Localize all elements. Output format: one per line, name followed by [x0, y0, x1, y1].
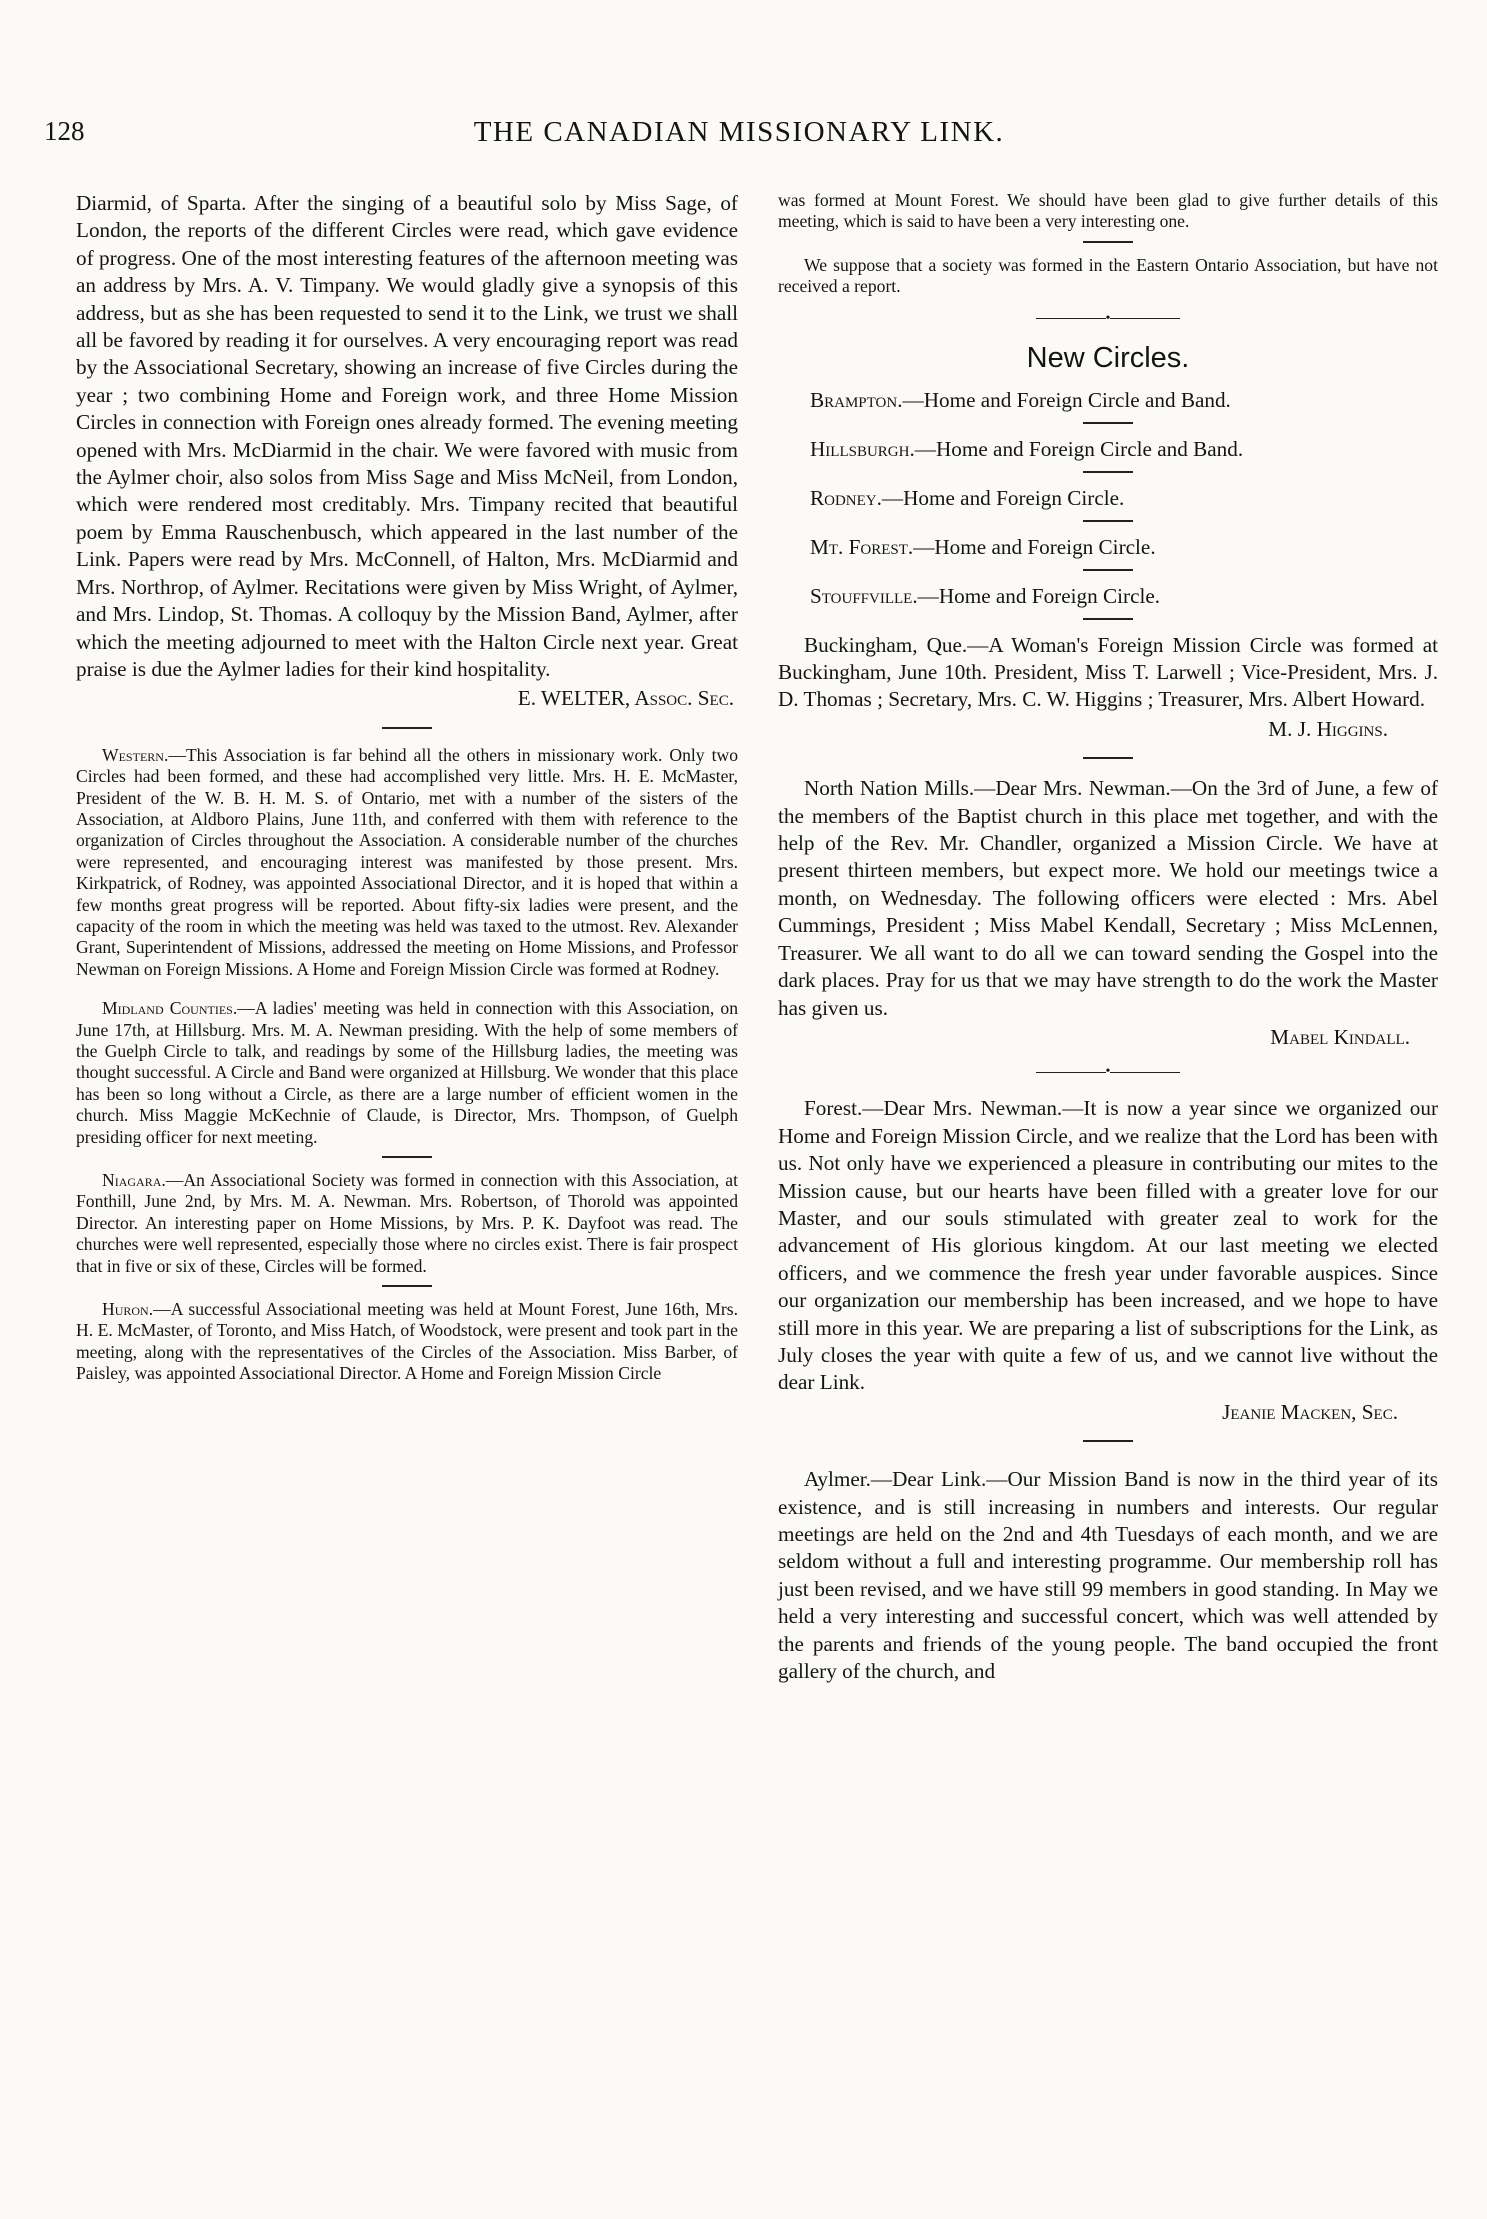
divider: [1083, 471, 1133, 473]
western-text: —This Association is far behind all the others in missionary work. Only two Circles had been formed, and these had accomplished very little. Mrs. H. E. McMaster, President of the W. B. H. M. S. of Ontario, met with a number of the sisters of the Association, at Aldboro Plains, June 11th, and conferred with them with reference to the organization of Circles throughout the Association. A considerable number of the churches were represented, and encouraging interest was manifested by those present. Mrs. Kirkpatrick, of Rodney, was appointed Associational Director, and it is hoped that within a few months great progress will be reported. About fifty-six ladies were present, and the capacity of the room in which the meeting was held was taxed to the utmost. Rev. Alexander Grant, Superintendent of Missions, addressed the meeting on Home Missions, and Professor Newman on Foreign Missions. A Home and Foreign Mission Circle was formed at Rodney.: [76, 744, 738, 979]
divider: [1083, 569, 1133, 571]
circle-item-brampton: [778, 387, 1438, 414]
niagara-heading: Niagara.: [102, 1170, 166, 1191]
divider: [382, 727, 432, 729]
forest-letter: Forest.—Dear Mrs. Newman.—It is now a year since we organized our Home and Foreign Mission Circle, and we realize that the Lord has been with us. Not only have we experienced a pleasure in contributing our mites to the Mission cause, but our hearts have been filled with a greater love for our Master, and our souls stimulated with greater zeal to work for the advancement of His glorious kingdom. At our last meeting we elected officers, and we commence the fresh year under favorable auspices. Since our organization our membership has been increased, and we hope to have still more in this year. We are preparing a list of subscriptions for the Link, as July closes the year with quite a few of us, and we cannot live without the dear Link.: [778, 1096, 1438, 1395]
niagara-text: —An Associational Society was formed in connection with this Association, at Fonthill, June 2nd, by Mrs. M. A. Newman. Mrs. Robertson, of Thorold was appointed Director. An interesting paper on Home Missions, by Mrs. P. K. Dayfoot was read. The churches were well represented, especially those where no circles exist. There is fair prospect that in five or six of these, Circles will be formed.: [76, 1170, 738, 1276]
divider: [1083, 1440, 1133, 1442]
signature-kindall: Mabel Kindall.: [1270, 1024, 1410, 1049]
signature-welter: E. WELTER, Assoc. Sec.: [517, 686, 734, 711]
circle-desc: —Home and Foreign Circle.: [881, 485, 1125, 510]
circle-item-mt-forest: [778, 534, 1438, 561]
circle-place: Hillsburgh.: [810, 436, 915, 461]
huron-continued: [778, 190, 1438, 233]
welter-report-text: Diarmid, of Sparta. After the singing of a beautiful solo by Miss Sage, of London, the reports of the different Circles were read, which gave evidence of progress. One of the most interesting features of the afternoon meeting was an address by Mrs. A. V. Timpany. We would gladly give a synopsis of this address, but as she has been requested to send it to the Link, we trust we shall all be favored by reading it for ourselves. A very encouraging report was read by the Associational Secretary, showing an increase of five Circles during the year ; two combining Home and Foreign work, and three Home Mission Circles in connection with Foreign ones already formed. The evening meeting opened with Mrs. McDiarmid in the chair. We were favored with music from the Aylmer choir, also solos from Miss Sage and Miss McNeil, from London, which were rendered most creditably. Mrs. Timpany recited that beautiful poem by Emma Rauschenbusch, which appeared in the last number of the Link. Papers were read by Mrs. McConnell, of Halton, Mrs. McDiarmid and Mrs. Northrop, of Aylmer. Recitations were given by Miss Wright, of Aylmer, and Mrs. Lindop, St. Thomas. A colloquy by the Mission Band, Aylmer, after which the meeting adjourned to meet with the Halton Circle next year. Great praise is due the Aylmer ladies for their kind hospitality.: [76, 191, 738, 681]
right-column: [778, 190, 1438, 1685]
new-circles-heading: New Circles.: [1026, 341, 1190, 374]
page-header: [44, 116, 1434, 156]
eastern-note: [778, 255, 1438, 298]
circle-desc: —Home and Foreign Circle.: [917, 583, 1161, 608]
circle-place: Rodney.: [810, 485, 882, 510]
divider: [1083, 520, 1133, 522]
left-column: [76, 190, 738, 1385]
circle-desc: —Home and Foreign Circle and Band.: [902, 387, 1231, 412]
eastern-note-text: We suppose that a society was formed in the Eastern Ontario Association, but have not received a report.: [778, 254, 1438, 297]
circle-place: Stouffville.: [810, 583, 918, 608]
circle-place: Brampton.: [810, 387, 903, 412]
north-nation-letter: North Nation Mills.—Dear Mrs. Newman.—On the 3rd of June, a few of the members of the Baptist church in this place met together, and with the help of the Rev. Mr. Chandler, organized a Mission Circle. We have at present thirteen members, but expect more. We hold our meetings twice a month, on Wednesday. The following officers were elected : Mrs. Abel Cummings, President ; Miss Mabel Kendall, Secretary ; Miss McLennen, Treasurer. We all want to do all we can toward sending the Gospel into the dark places. Pray for us that we may have strength to do the work the Master has given us.: [778, 776, 1438, 1020]
divider: [382, 1285, 432, 1287]
circle-item-stouffville: [778, 583, 1438, 610]
huron-continued-text: was formed at Mount Forest. We should have been glad to give further details of this meeting, which is said to have been a very interesting one.: [778, 190, 1438, 232]
circle-item-rodney: [778, 485, 1438, 512]
divider: [1083, 241, 1133, 243]
page-number: 128: [44, 116, 85, 146]
circle-desc: —Home and Foreign Circle and Band.: [914, 436, 1244, 461]
aylmer-letter: Aylmer.—Dear Link.—Our Mission Band is now in the third year of its existence, and is still increasing in numbers and interests. Our regular meetings are held on the 2nd and 4th Tuesdays of each month, and we are seldom without a full and interesting programme. Our membership roll has just been revised, and we have still 99 members in good standing. In May we held a very interesting and successful concert, which was well attended by the parents and friends of the young people. The band occupied the front gallery of the church, and: [778, 1467, 1438, 1684]
western-heading: Western.: [102, 744, 169, 765]
divider: [382, 1156, 432, 1158]
divider: [1083, 757, 1133, 759]
huron-report: [76, 1299, 738, 1385]
huron-text: —A successful Associational meeting was held at Mount Forest, June 16th, Mrs. H. E. McMaster, of Toronto, and Miss Hatch, of Woodstock, were present and took part in the meeting, along with the representatives of the Circles of the Association. Miss Barber, of Paisley, was appointed Associational Director. A Home and Foreign Mission Circle: [76, 1299, 738, 1384]
signature-higgins: M. J. Higgins.: [1268, 716, 1388, 741]
midland-text: —A ladies' meeting was held in connection with this Association, on June 17th, at Hillsburg. Mrs. M. A. Newman presiding. With the help of some members of the Guelph Circle to talk, and readings by some of the Hillsburg ladies, the meeting was thought successful. A Circle and Band were organized at Hillsburg. We wonder that this place has been so long without a Circle, as there are a large number of efficient women in the church. Miss Maggie McKechnie of Claude, is Director, Mrs. Thompson, of Guelph presiding officer for next meeting.: [76, 998, 739, 1147]
ornamental-divider: •: [1028, 312, 1188, 326]
circle-place: Mt. Forest.: [810, 534, 914, 559]
huron-heading: Huron.: [102, 1299, 154, 1320]
divider: [1083, 422, 1133, 424]
buckingham-report: Buckingham, Que.—A Woman's Foreign Mission Circle was formed at Buckingham, June 10th. President, Miss T. Larwell ; Vice-President, Mrs. J. D. Thomas ; Secretary, Mrs. C. W. Higgins ; Treasurer, Mrs. Albert Howard.: [778, 632, 1438, 712]
circle-item-hillsburgh: [778, 436, 1438, 463]
western-report: [76, 745, 738, 980]
midland-report: [76, 998, 738, 1148]
niagara-report: [76, 1170, 738, 1277]
circle-desc: —Home and Foreign Circle.: [913, 534, 1156, 559]
running-title: THE CANADIAN MISSIONARY LINK.: [473, 116, 1005, 148]
midland-heading: Midland Counties.: [102, 998, 238, 1019]
signature-macken: Jeanie Macken, Sec.: [1222, 1399, 1398, 1424]
divider: [1083, 618, 1133, 620]
ornamental-divider: •: [1028, 1065, 1188, 1079]
